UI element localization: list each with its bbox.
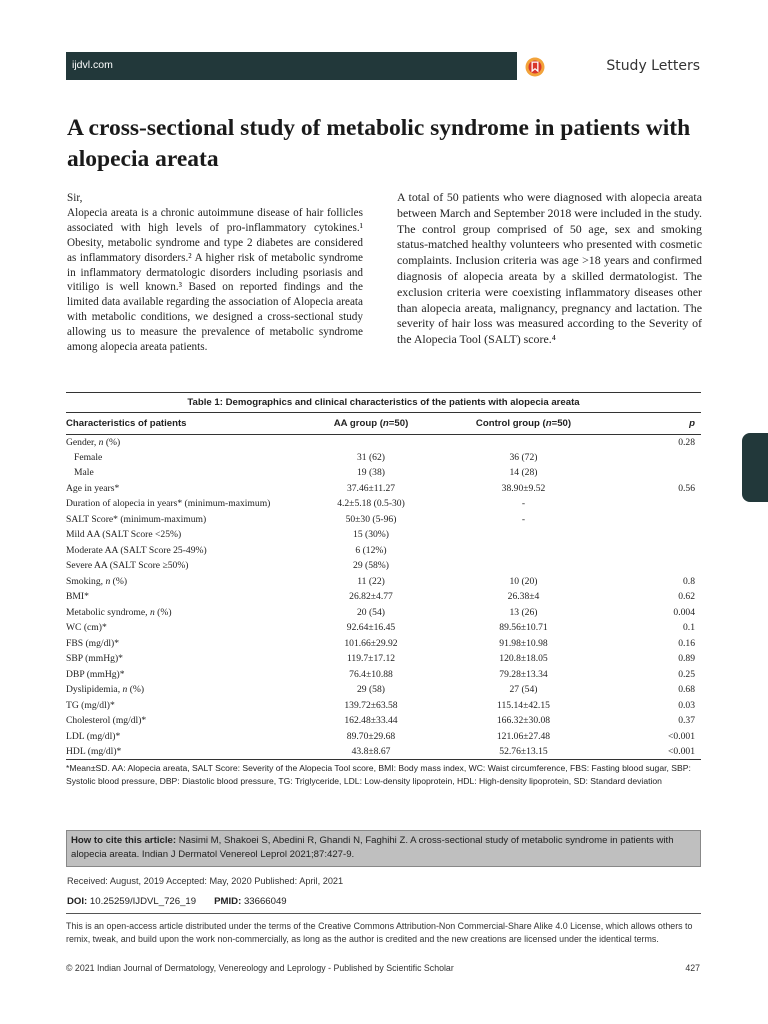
- table-row: [66, 636, 701, 652]
- aa-value: 26.82±4.77: [349, 591, 393, 603]
- table-row: [66, 481, 701, 497]
- control-value: 27 (54): [509, 684, 538, 696]
- aa-value: 76.4±10.88: [349, 668, 393, 680]
- row-label: Male: [74, 467, 94, 479]
- table-body: [66, 434, 701, 760]
- methods-paragraph: A total of 50 patients who were diagnosed with alopecia areata between March and September 2018 were included in the study. The control group comprised of 50 age, sex and smoking status-matched healthy volunteers who presented with cosmetic complaints. Inclusion criteria was age >18 years and confirmed diagnosis of alopecia areata by a skilled dermatologist. The exclusion criteria were coexisting inflammatory diseases other than alopecia areata, malignancy, pregnancy and lactation. The severity of hair loss was measured according to the Severity of the Alopecia Tool (SALT) score.⁴: [397, 190, 702, 347]
- p-value: 0.68: [678, 684, 695, 696]
- p-value: [601, 465, 701, 481]
- p-value: 0.16: [678, 637, 695, 649]
- citation-text: Nasimi M, Shakoei S, Abedini R, Ghandi N, Faghihi Z. A cross-sectional study of metabolic syndrome in patients with alopecia areata. Indian J Dermatol Venereol Leprol 2021;87:427-9.: [71, 835, 674, 860]
- table-row: [66, 682, 701, 698]
- table-row: [66, 651, 701, 667]
- row-label: Moderate AA (SALT Score 25-49%): [66, 544, 207, 556]
- aa-value: 89.70±29.68: [346, 730, 396, 742]
- table-1: [66, 392, 701, 788]
- row-label: HDL (mg/dl)*: [66, 744, 296, 760]
- table-row: [66, 713, 701, 729]
- control-value: 121.06±27.48: [496, 730, 551, 742]
- p-value: [601, 543, 701, 559]
- row-label: LDL (mg/dl)*: [66, 730, 121, 742]
- aa-value: 29 (58): [357, 684, 385, 696]
- divider: [66, 913, 701, 914]
- aa-value: 6 (12%): [355, 544, 387, 556]
- row-label: Gender, n (%): [66, 436, 121, 448]
- table-row: [66, 667, 701, 683]
- aa-value: 15 (30%): [353, 529, 389, 541]
- control-value: 38.90±9.52: [501, 482, 546, 494]
- salutation: Sir,: [67, 192, 83, 204]
- table-row: [66, 465, 701, 481]
- left-column: [67, 191, 363, 355]
- section-label: Study Letters: [606, 58, 700, 74]
- p-value: [601, 450, 701, 466]
- control-value: [446, 543, 601, 559]
- p-value: [601, 496, 701, 512]
- col-header-control-group: Control group (n=50): [446, 413, 601, 434]
- intro-paragraph: Alopecia areata is a chronic autoimmune disease of hair follicles associated with high levels of pro-inflammatory cytokines.¹ Obesity, metabolic syndrome and type 2 diabetes are considered as inflammatory disorders.² A higher risk of metabolic syndrome in inflammatory dermatologic disorders including psoriasis and vitiligo is well known.³ Based on reported findings and the limited data available regarding the association of Alopecia areata with metabolic conditions, we designed a cross-sectional study allowing us to measure the prevalence of metabolic syndrome among alopecia areata patients.: [67, 206, 363, 354]
- aa-value: 31 (62): [357, 451, 385, 463]
- pmid-label: PMID:: [214, 896, 242, 907]
- site-url[interactable]: ijdvl.com: [72, 59, 113, 71]
- table-row: [66, 589, 701, 605]
- bookmark-logo-icon: [525, 56, 545, 78]
- row-label: Metabolic syndrome, n (%): [66, 606, 172, 618]
- control-value: 14 (28): [509, 467, 538, 479]
- aa-value: 162.48±33.44: [344, 715, 398, 727]
- citation-label: How to cite this article:: [71, 835, 177, 846]
- p-value: 0.03: [678, 699, 695, 711]
- aa-value: 101.66±29.92: [344, 637, 398, 649]
- aa-value: 139.72±63.58: [344, 699, 398, 711]
- publication-dates: Received: August, 2019 Accepted: May, 2020 Published: April, 2021: [67, 876, 344, 886]
- p-value: [601, 558, 701, 574]
- row-label: Cholesterol (mg/dl)*: [66, 715, 147, 727]
- aa-value: 19 (38): [357, 467, 385, 479]
- control-value: 26.38±4: [507, 591, 540, 603]
- row-label: Dyslipidemia, n (%): [66, 684, 145, 696]
- data-table: [66, 413, 701, 760]
- table-row: [66, 620, 701, 636]
- row-label: Age in years*: [66, 482, 120, 494]
- table-footnote: *Mean±SD. AA: Alopecia areata, SALT Score: Severity of the Alopecia Tool score, BMI: Body mass index, WC: Waist circumference, FBS: Fasting blood sugar, SBP: Systolic blood pressure, DBP: Diastolic blood pressure, TG: Triglyceride, LDL: Low-density lipoprotein, HDL: High-density lipoprotein, SD: Standard deviation: [66, 763, 691, 786]
- control-value: -: [521, 498, 526, 510]
- control-value: 52.76±13.15: [446, 744, 601, 760]
- aa-value: 43.8±8.67: [296, 744, 446, 760]
- row-label: DBP (mmHg)*: [66, 668, 125, 680]
- control-value: 120.8±18.05: [499, 653, 548, 665]
- control-value: 91.98±10.98: [499, 637, 548, 649]
- p-value: 0.89: [678, 653, 695, 665]
- license-text: This is an open-access article distributed under the terms of the Creative Commons Attribution-Non Commercial-Share Alike 4.0 License, which allows others to remix, tweak, and build upon the work non-commercially, as long as the author is credited and the new creations are licensed under the identical terms.: [66, 921, 693, 944]
- table-row: [66, 729, 701, 745]
- p-value: 0.37: [678, 715, 695, 727]
- row-label: BMI*: [66, 591, 89, 603]
- row-label: SBP (mmHg)*: [66, 653, 123, 665]
- right-column: [397, 190, 702, 348]
- article-title: A cross-sectional study of metabolic syndrome in patients with alopecia areata: [67, 115, 691, 172]
- pmid-value[interactable]: 33666049: [241, 896, 287, 907]
- row-label: Mild AA (SALT Score <25%): [66, 529, 182, 541]
- aa-value: [296, 434, 446, 450]
- p-value: 0.004: [673, 606, 695, 618]
- aa-value: 4.2±5.18 (0.5-30): [337, 498, 405, 510]
- control-value: 13 (26): [509, 606, 538, 618]
- control-value: 36 (72): [509, 451, 538, 463]
- p-value: [601, 527, 701, 543]
- table-caption: Table 1: Demographics and clinical characteristics of the patients with alopecia areata: [66, 392, 701, 413]
- control-value: [446, 527, 601, 543]
- control-value: 10 (20): [509, 575, 538, 587]
- control-value: [446, 434, 601, 450]
- p-value: 0.8: [683, 575, 695, 587]
- p-value: 0.25: [678, 668, 695, 680]
- row-label: FBS (mg/dl)*: [66, 637, 120, 649]
- page-number: 427: [685, 963, 700, 973]
- table-row: [66, 543, 701, 559]
- table-row: [66, 527, 701, 543]
- aa-value: 11 (22): [357, 575, 385, 587]
- control-value: 166.32±30.08: [496, 715, 551, 727]
- control-value: -: [521, 513, 526, 525]
- table-row: [66, 698, 701, 714]
- aa-value: 29 (58%): [353, 560, 389, 572]
- side-tab[interactable]: [742, 433, 768, 502]
- row-label: Duration of alopecia in years* (minimum-maximum): [66, 498, 271, 510]
- p-value: <0.001: [601, 744, 701, 760]
- copyright-footer: © 2021 Indian Journal of Dermatology, Venereology and Leprology - Published by Scientific Scholar: [66, 963, 454, 973]
- table-row: [66, 558, 701, 574]
- row-label: Female: [74, 451, 103, 463]
- row-label: TG (mg/dl)*: [66, 699, 115, 711]
- table-row: [66, 496, 701, 512]
- table-row: [66, 744, 701, 760]
- table-row: [66, 450, 701, 466]
- table-row: [66, 434, 701, 450]
- row-label: Severe AA (SALT Score ≥50%): [66, 560, 189, 572]
- p-value: 0.1: [683, 622, 695, 634]
- control-value: 89.56±10.71: [499, 622, 548, 634]
- header-bar: [66, 52, 517, 80]
- aa-value: 119.7±17.12: [346, 653, 396, 665]
- p-value: 0.28: [678, 436, 695, 448]
- aa-value: 20 (54): [357, 606, 385, 618]
- table-row: [66, 605, 701, 621]
- identifiers: [67, 896, 287, 907]
- p-value: <0.001: [668, 730, 695, 742]
- p-value: 0.62: [678, 591, 695, 603]
- col-header-characteristics: Characteristics of patients: [66, 413, 296, 434]
- p-value: 0.56: [678, 482, 695, 494]
- p-value: [601, 512, 701, 528]
- control-value: [446, 558, 601, 574]
- aa-value: 50±30 (5-96): [345, 513, 397, 525]
- control-value: 79.28±13.34: [499, 668, 548, 680]
- col-header-p: p: [601, 413, 701, 434]
- doi-label: DOI:: [67, 896, 88, 907]
- table-row: [66, 574, 701, 590]
- control-value: 115.14±42.15: [497, 699, 550, 711]
- row-label: WC (cm)*: [66, 622, 107, 634]
- table-header-row: [66, 413, 701, 434]
- row-label: SALT Score* (minimum-maximum): [66, 513, 207, 525]
- aa-value: 37.46±11.27: [346, 482, 396, 494]
- citation-box: [66, 830, 701, 867]
- doi-value[interactable]: 10.25259/IJDVL_726_19: [87, 896, 197, 907]
- row-label: Smoking, n (%): [66, 575, 128, 587]
- table-row: [66, 512, 701, 528]
- aa-value: 92.64±16.45: [346, 622, 396, 634]
- col-header-aa-group: AA group (n=50): [296, 413, 446, 434]
